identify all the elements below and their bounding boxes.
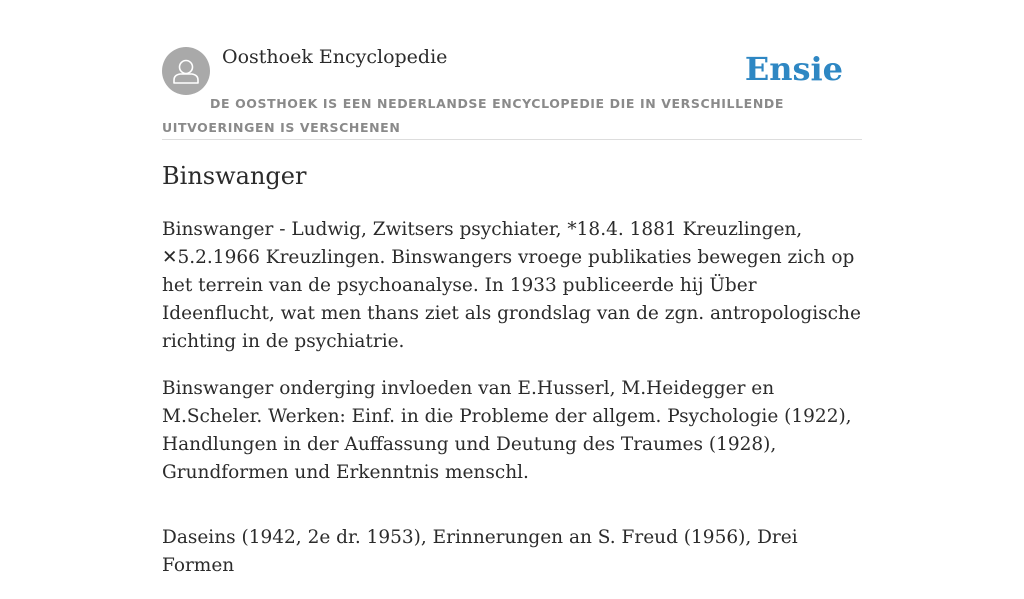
article-paragraph: Binswanger onderging invloeden van E.Husserl, M.Heidegger en M.Scheler. Werken: Einf. in die Probleme der allgem. Psychologie (1922), Handlungen in der Auffassung und Deutung des Traumes (1928), Grundformen und Erkenntnis menschl.	[162, 378, 852, 483]
article-paragraph: Daseins (1942, 2e dr. 1953), Erinnerungen an S. Freud (1956), Drei Formen	[162, 527, 798, 576]
article-paragraph: Binswanger - Ludwig, Zwitsers psychiater, *18.4. 1881 Kreuzlingen, ✕5.2.1966 Kreuzlingen. Binswangers vroege publikaties bewegen zich op het terrein van de psychoanalyse. In 1933 publiceerde hij Über Ideenflucht, wat men thans ziet als grondslag van de zgn. antropologische richting in de psychiatrie.	[162, 219, 861, 352]
site-title-link[interactable]: Oosthoek Encyclopedie	[222, 46, 448, 68]
article-title: Binswanger	[162, 162, 307, 190]
site-header	[162, 0, 862, 140]
user-avatar-icon[interactable]	[162, 47, 210, 95]
site-tagline: DE OOSTHOEK IS EEN NEDERLANDSE ENCYCLOPEDIE DIE IN VERSCHILLENDE UITVOERINGEN IS VERSCHENEN	[162, 96, 784, 135]
article-body	[162, 216, 862, 599]
page-container	[162, 0, 862, 576]
brand-logo[interactable]: Ensie	[744, 50, 843, 88]
